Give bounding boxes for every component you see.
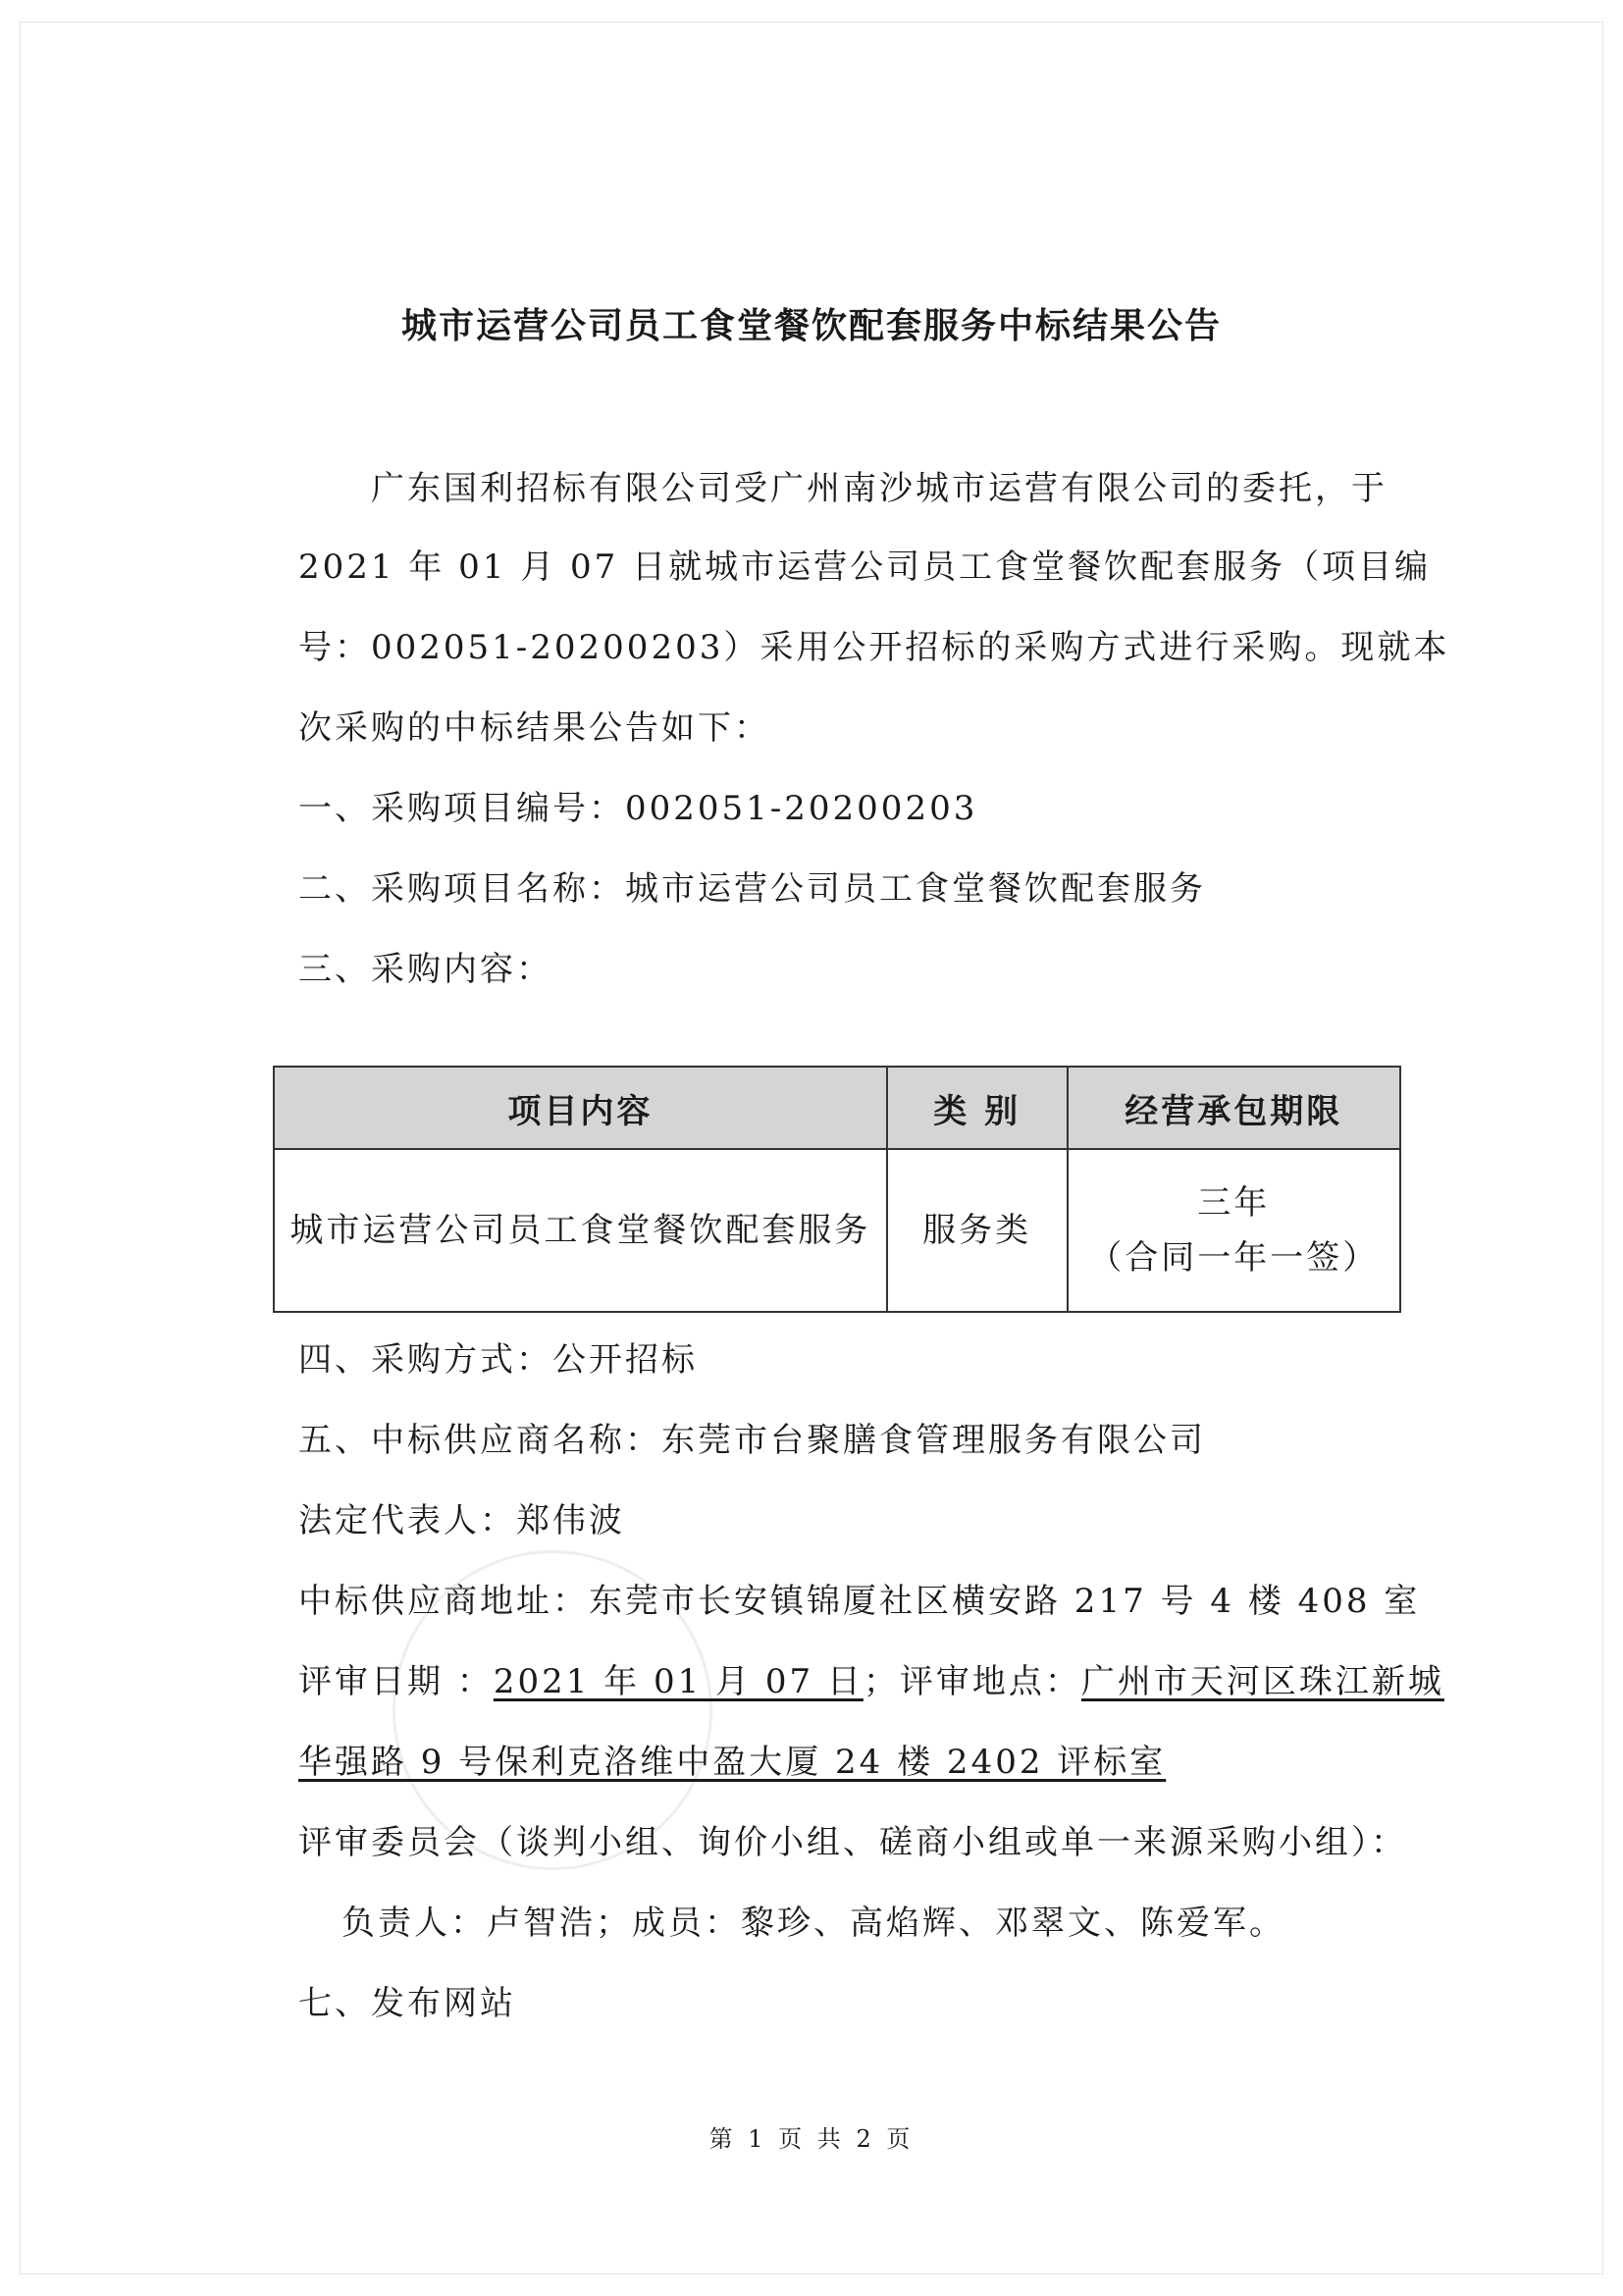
cell-term	[1068, 1149, 1400, 1312]
intro-line-4: 次采购的中标结果公告如下：	[298, 708, 770, 748]
publish-website: 七、发布网站	[298, 1984, 516, 2023]
table-header-row	[274, 1067, 1400, 1149]
supplier-address: 中标供应商地址：东莞市长安镇锦厦社区横安路 217 号 4 楼 408 室	[298, 1582, 1421, 1621]
review-date: 2021 年 01 月 07 日	[493, 1662, 864, 1701]
committee-members: 负责人：卢智浩；成员：黎珍、高焰辉、邓翠文、陈爱军。	[341, 1904, 1285, 1943]
page-title: 城市运营公司员工食堂餐饮配套服务中标结果公告	[400, 305, 1222, 346]
intro-line-2: 2021 年 01 月 07 日就城市运营公司员工食堂餐饮配套服务（项目编	[298, 548, 1432, 587]
review-place-part1: 广州市天河区珠江新城	[1080, 1662, 1444, 1701]
procurement-name: 二、采购项目名称：城市运营公司员工食堂餐饮配套服务	[298, 869, 1206, 909]
review-place-line-2	[298, 1735, 1166, 1783]
winning-supplier: 五、中标供应商名称：东莞市台聚膳食管理服务有限公司	[298, 1421, 1206, 1460]
header-category: 类 别	[887, 1067, 1068, 1149]
term-line-1: 三年	[1197, 1183, 1271, 1223]
procurement-number: 一、采购项目编号：002051-20200203	[298, 789, 978, 828]
cell-category: 服务类	[887, 1149, 1068, 1312]
committee-label: 评审委员会（谈判小组、询价小组、磋商小组或单一来源采购小组）：	[298, 1823, 1407, 1862]
header-term: 经营承包期限	[1068, 1067, 1400, 1149]
review-line	[298, 1654, 1444, 1702]
term-line-2: （合同一年一签）	[1088, 1238, 1380, 1278]
table-row	[274, 1149, 1400, 1312]
procurement-method: 四、采购方式：公开招标	[298, 1340, 698, 1380]
intro-line-1: 广东国利招标有限公司受广州南沙城市运营有限公司的委托，于	[371, 469, 1387, 508]
intro-line-3: 号：002051-20200203）采用公开招标的采购方式进行采购。现就本	[298, 628, 1450, 667]
header-content: 项目内容	[274, 1067, 887, 1149]
content-table	[273, 1066, 1401, 1313]
review-place-part2: 华强路 9 号保利克洛维中盈大厦 24 楼 2402 评标室	[298, 1743, 1167, 1782]
procurement-content-label: 三、采购内容：	[298, 950, 552, 989]
review-date-label: 评审日期 ：	[298, 1662, 494, 1701]
review-place-label: ；评审地点：	[863, 1662, 1081, 1701]
legal-representative: 法定代表人：郑伟波	[298, 1501, 625, 1540]
page-footer: 第 1 页 共 2 页	[708, 2125, 915, 2153]
cell-content: 城市运营公司员工食堂餐饮配套服务	[274, 1149, 887, 1312]
